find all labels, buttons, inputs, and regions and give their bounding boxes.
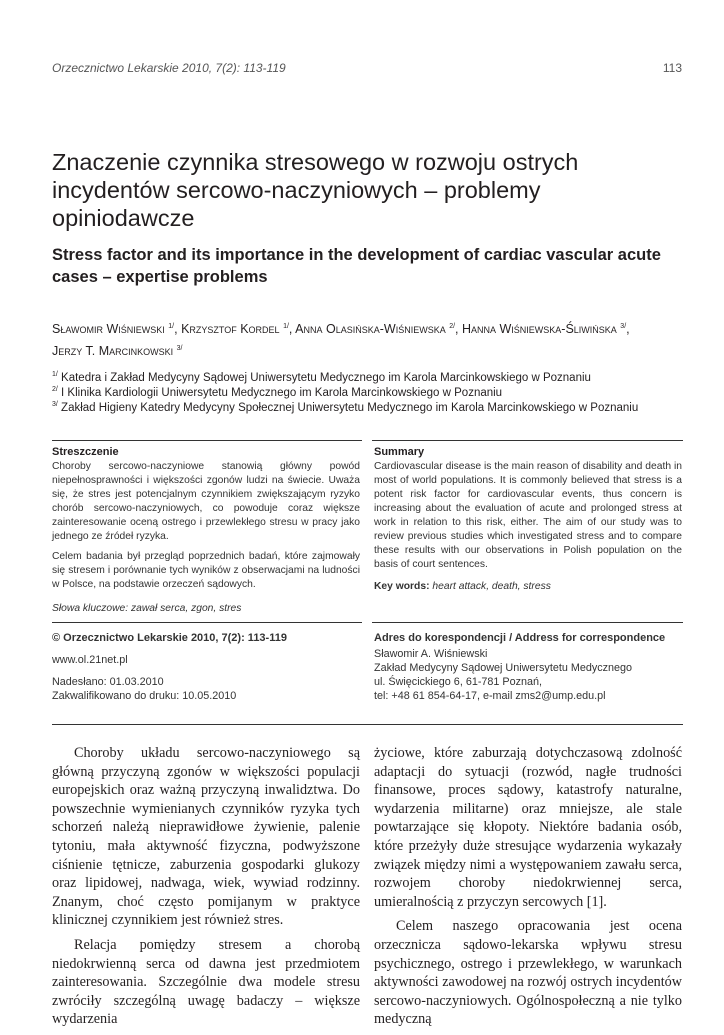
article-title-english: Stress factor and its importance in the development of cardiac vascular acute cases – expertise problems bbox=[52, 246, 661, 286]
abstract-heading: Streszczenie bbox=[52, 446, 119, 458]
affiliation: $^{3/}$ Zakład Higieny Katedry Medycyny Społecznej Uniwersytetu Medycznego im Karola Marcinkowskiego w Poznaniu bbox=[52, 401, 639, 414]
abstract-english bbox=[374, 446, 682, 600]
correspondence-heading: Adres do korespondencji / Address for correspondence bbox=[374, 632, 666, 644]
received-date: Nadesłano: 01.03.2010 bbox=[52, 676, 164, 688]
page-number: 113 bbox=[662, 61, 682, 75]
abstract-polish bbox=[52, 446, 360, 622]
author: Anna Olasińska-Wiśniewska $^{2/}$, bbox=[295, 322, 462, 337]
website-link[interactable]: www.ol.21net.pl bbox=[52, 654, 128, 666]
abstract-heading: Summary bbox=[374, 446, 425, 458]
author: Krzysztof Kordel $^{1/}$, bbox=[181, 322, 296, 337]
body-paragraph: Relacja pomiędzy stresem a chorobą niedokrwienną serca od dawna jest przedmiotem zainteresowania. Szczególnie dwa modele stresu zwróciły szczególną uwagę badaczy – większe wydarzenia bbox=[52, 936, 360, 1028]
correspondence-contact: tel: +48 61 854-64-17, e-mail zms2@ump.edu.pl bbox=[374, 690, 606, 702]
abstract-paragraph: Choroby sercowo-naczyniowe stanowią główny powód niepełnosprawności i większości zgonów ludzi na świecie. Uważa się, że stres jest potencjalnym czynnikiem zwiększającym ryzyko chorób sercowo-naczyniowych, co powoduje coraz większe zainteresowanie oceną ostrego i przewlekłego stresu w pracy jako jednego ze źródeł ryzyka. bbox=[52, 461, 360, 542]
abstract-paragraph: Cardiovascular disease is the main reason of disability and death in most of world populations. It is commonly believed that stress is a potent risk factor for cardiovascular events, thus concern is increasing about the evaluation of acute and prolonged stress at work in relation to this risk, either. The aim of our study was to review previous studies which investigated stress and to compare these results with our observations in Polish population on the basis of court sentences. bbox=[374, 461, 682, 570]
correspondence bbox=[374, 631, 684, 703]
keywords-polish: Słowa kluczowe: zawał serca, zgon, stres bbox=[52, 603, 242, 614]
publication-info bbox=[52, 631, 362, 703]
author: Hanna Wiśniewska-Śliwińska $^{3/}$, bbox=[461, 322, 630, 337]
accepted-date: Zakwalifikowano do druku: 10.05.2010 bbox=[52, 690, 237, 702]
author-list bbox=[52, 317, 692, 361]
correspondence-institution: Zakład Medycyny Sądowej Uniwersytetu Medycznego bbox=[374, 662, 633, 674]
journal-reference: Orzecznictwo Lekarskie 2010, 7(2): 113-119 bbox=[52, 61, 286, 75]
correspondence-name: Sławomir A. Wiśniewski bbox=[374, 648, 488, 660]
body-paragraph: życiowe, które zaburzają dotychczasową zdolność adaptacji do sytuacji (rozwód, nagłe trudności finansowe, proces sądowy, katastrofy naturalne, wydarzenia militarne) oraz mniejsze, ale stale powtarzające się kłopoty. Niektóre badania osób, które przeżyły duże stresujące wydarzenia wykazały związek między nimi a występowaniem zawału serca, rozwojem choroby niedokrwiennej serca, umieralnością z przyczyn sercowych [1]. bbox=[374, 745, 682, 910]
divider bbox=[372, 440, 683, 441]
citation: © Orzecznictwo Lekarskie 2010, 7(2): 113-119 bbox=[52, 632, 287, 644]
affiliation: $^{1/}$ Katedra i Zakład Medycyny Sądowej Uniwersytetu Medycznego im Karola Marcinkowskiego w Poznaniu bbox=[52, 371, 591, 384]
abstract-paragraph: Celem badania był przegląd poprzednich badań, które zajmowały się stresem i porównanie tych wyników z obserwacjami na ludności w Polsce, na podstawie orzeczeń sądowych. bbox=[52, 551, 360, 590]
body-paragraph: Celem naszego opracowania jest ocena orzecznicza sądowo-lekarska wpływu stresu psychicznego, ostrego i przewlekłego, w warunkach aktywności zawodowej na rozwój ostrych incydentów sercowo-naczyniowych. Ogólnospołeczną a nie tylko medyczną bbox=[374, 918, 682, 1028]
author: Jerzy T. Marcinkowski $^{3/}$ bbox=[52, 344, 183, 359]
keywords-english: Key words: heart attack, death, stress bbox=[374, 581, 551, 592]
affiliation: $^{2/}$ I Klinika Kardiologii Uniwersytetu Medycznego im Karola Marcinkowskiego w Poznaniu bbox=[52, 386, 503, 399]
body-paragraph: Choroby układu sercowo-naczyniowego są główną przyczyną zgonów w większości populacji europejskich oraz ważną przyczyną inwalidztwa. Do powszechnie wymienianych czynników ryzyka tych schorzeń należą nieprawidłowe żywienie, palenie tytoniu, mała aktywność fizyczna, podwyższone ciśnienie tętnicze, zaburzenia gospodarki glukozy oraz lipidowej, nadwaga, wiek, wywiad rodzinny. Znanym, choć często pomijanym w praktyce klinicznej czynnikiem jest również stres. bbox=[52, 745, 360, 929]
correspondence-street: ul. Święcickiego 6, 61-781 Poznań, bbox=[374, 676, 543, 688]
divider bbox=[52, 622, 362, 623]
article-title-polish: Znaczenie czynnika stresowego w rozwoju ostrych incydentów sercowo‑naczyniowych – problemy opiniodawcze bbox=[52, 149, 579, 231]
divider bbox=[52, 440, 362, 441]
author: Sławomir Wiśniewski $^{1/}$, bbox=[52, 322, 182, 337]
divider bbox=[372, 622, 683, 623]
body-column-right bbox=[374, 744, 682, 1035]
divider bbox=[52, 724, 683, 725]
body-column-left bbox=[52, 744, 360, 1035]
